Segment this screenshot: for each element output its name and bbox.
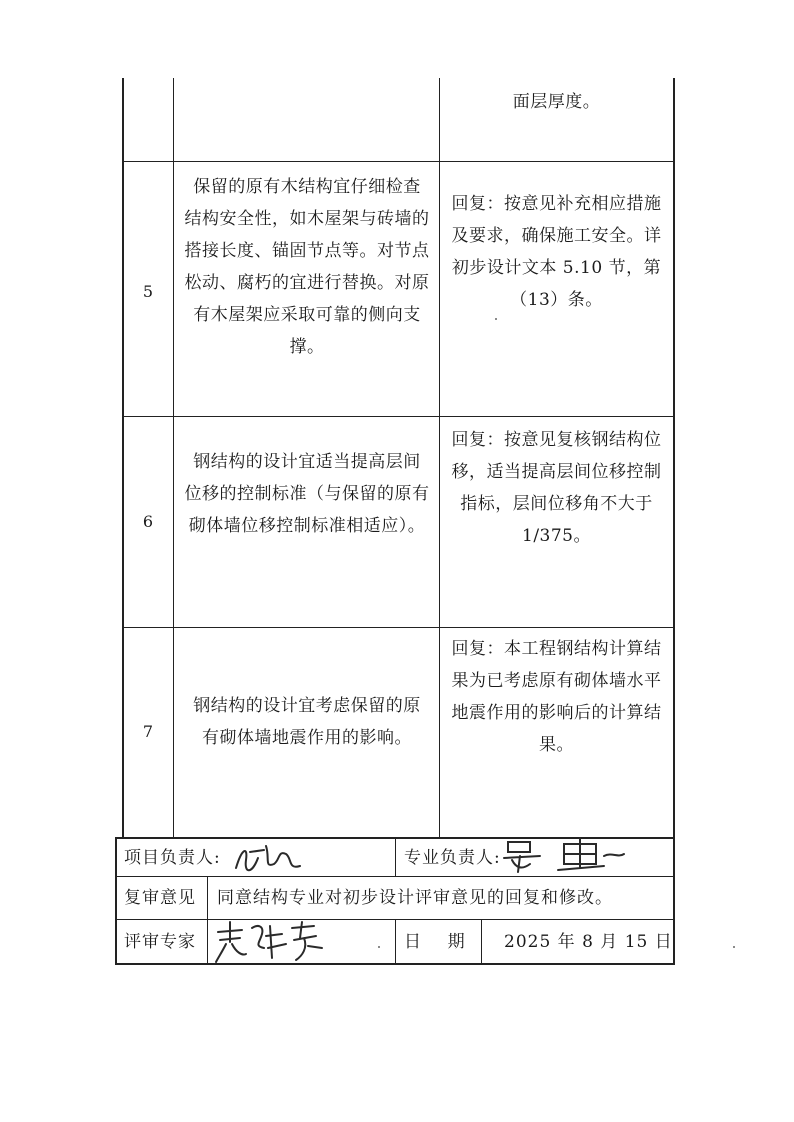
footer-border-left <box>115 837 117 965</box>
row-separator-1 <box>122 161 675 162</box>
row-6-reply: 回复：按意见复核钢结构位 移，适当提高层间位移控制 指标，层间位移角不大于 1/375。 <box>451 430 662 546</box>
project-lead-signature <box>230 838 310 878</box>
scan-speck <box>378 946 380 948</box>
row-6-comment: 钢结构的设计宜适当提高层间 位移的控制标准（与保留的原有 砌体墙位移控制标准相适应）。 <box>184 452 430 536</box>
row-5-number: 5 <box>142 282 154 301</box>
scan-speck <box>495 318 497 320</box>
footer-divider-leads <box>395 837 396 877</box>
footer-divider-label <box>207 876 208 964</box>
review-expert-label: 评审专家 <box>124 932 196 952</box>
review-expert-signature <box>212 918 332 966</box>
specialty-lead-label: 专业负责人: <box>404 848 501 868</box>
review-opinion-text: 同意结构专业对初步设计评审意见的回复和修改。 <box>217 888 613 908</box>
row-6-number: 6 <box>142 512 154 531</box>
row-5-comment: 保留的原有木结构宜仔细检查 结构安全性，如木屋架与砖墙的 搭接长度、锚固节点等。对节点 松动、腐朽的宜进行替换。对原 有木屋架应采取可靠的侧向支 撑。 <box>184 177 430 357</box>
row-separator-2 <box>122 416 675 417</box>
row-7-number: 7 <box>142 722 154 741</box>
project-lead-label: 项目负责人: <box>124 848 221 868</box>
date-value: 2025 年 8 月 15 日 <box>504 932 673 952</box>
footer-border-right <box>673 837 675 965</box>
row-7-reply: 回复：本工程钢结构计算结 果为已考虑原有砌体墙水平 地震作用的影响后的计算结 果。 <box>451 639 662 755</box>
footer-divider-date-left <box>395 919 396 964</box>
row-5-reply: 回复：按意见补充相应措施 及要求，确保施工安全。详 初步设计文本 5.10 节，第 （13）条。 <box>451 194 662 310</box>
specialty-lead-signature <box>500 834 630 876</box>
footer-divider-date-right <box>481 919 482 964</box>
table-border-right <box>673 78 675 838</box>
date-label: 日 期 <box>404 932 466 952</box>
scan-speck <box>733 946 735 948</box>
row-0-reply: 面层厚度。 <box>512 92 601 112</box>
review-opinion-label: 复审意见 <box>124 888 196 908</box>
row-separator-3 <box>122 627 675 628</box>
row-7-comment: 钢结构的设计宜考虑保留的原 有砌体墙地震作用的影响。 <box>193 696 421 748</box>
